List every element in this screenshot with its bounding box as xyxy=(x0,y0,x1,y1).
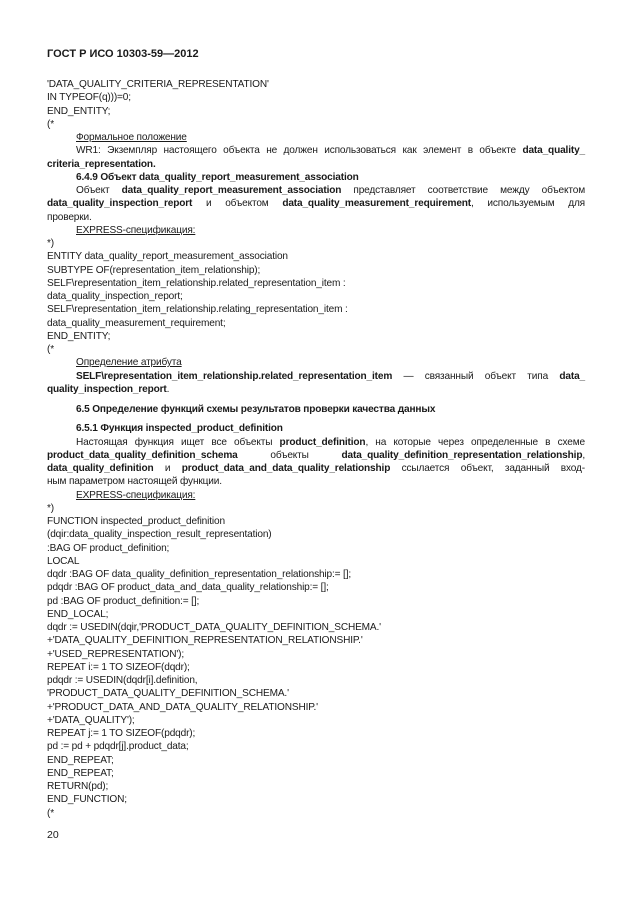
code-line: ENTITY data_quality_report_measurement_association xyxy=(47,251,288,263)
s651-paragraph-line: data_quality_definition и product_data_and_data_quality_relationship ссылается объект, заданный вход- xyxy=(47,463,585,474)
express-label: EXPRESS-спецификация: xyxy=(76,489,196,501)
code-line: END_LOCAL; xyxy=(47,608,109,620)
code-line: 'DATA_QUALITY_CRITERIA_REPRESENTATION' xyxy=(47,79,269,90)
code-line: :BAG OF product_definition; xyxy=(47,542,170,554)
code-line: pd := pd + pdqdr[j].product_data; xyxy=(47,741,189,753)
code-line: RETURN(pd); xyxy=(47,781,109,792)
code-line: REPEAT j:= 1 TO SIZEOF(pdqdr); xyxy=(47,728,196,739)
code-line: END_ENTITY; xyxy=(47,330,111,342)
code-line: END_FUNCTION; xyxy=(47,794,127,806)
page-number: 20 xyxy=(47,829,59,841)
code-line: (* xyxy=(47,344,54,355)
code-line: dqdr := USEDIN(dqir,'PRODUCT_DATA_QUALITY_DEFINITION_SCHEMA.' xyxy=(47,622,381,633)
code-line: 'PRODUCT_DATA_QUALITY_DEFINITION_SCHEMA.' xyxy=(47,688,289,700)
code-line: FUNCTION inspected_product_definition xyxy=(47,516,225,527)
attribute-heading: Определение атрибута xyxy=(76,357,182,369)
code-line: END_REPEAT; xyxy=(47,767,114,779)
document-header: ГОСТ Р ИСО 10303-59—2012 xyxy=(47,48,199,60)
code-line: (* xyxy=(47,118,54,130)
s651-paragraph-line: product_data_quality_definition_schema объекты data_quality_definition_representation_relationship, xyxy=(47,449,585,461)
code-line: +'DATA_QUALITY'); xyxy=(47,714,135,726)
code-line: +'DATA_QUALITY_DEFINITION_REPRESENTATION_RELATIONSHIP.' xyxy=(47,635,363,647)
s651-paragraph-line: ным параметром настоящей функции. xyxy=(47,476,222,488)
code-line: (dqir:data_quality_inspection_result_representation) xyxy=(47,529,272,541)
code-line: SUBTYPE OF(representation_item_relationship); xyxy=(47,264,261,276)
code-line: *) xyxy=(47,238,54,249)
code-line: SELF\representation_item_relationship.relating_representation_item : xyxy=(47,304,348,316)
s651-paragraph-line: Настоящая функция ищет все объекты product_definition, на которые через определенные в схеме xyxy=(76,436,585,448)
code-line: pdqdr := USEDIN(dqdr[i].definition, xyxy=(47,675,198,686)
code-line: LOCAL xyxy=(47,555,80,567)
code-line: dqdr :BAG OF data_quality_definition_representation_relationship:= []; xyxy=(47,569,352,580)
wr1-continuation: criteria_representation. xyxy=(47,158,156,170)
wr1-line: WR1: Экземпляр настоящего объекта не должен использоваться как элемент в объекте data_quality_ xyxy=(76,145,585,157)
document-page xyxy=(47,47,585,820)
section-6-5-title: 6.5 Определение функций схемы результатов проверки качества данных xyxy=(76,404,436,415)
code-line: END_ENTITY; xyxy=(47,105,111,117)
code-line: data_quality_inspection_report; xyxy=(47,291,183,302)
attribute-definition-continuation: quality_inspection_report. xyxy=(47,383,170,395)
code-line: data_quality_measurement_requirement; xyxy=(47,317,226,329)
code-line: pd :BAG OF product_definition:= []; xyxy=(47,595,200,607)
attribute-definition-line: SELF\representation_item_relationship.related_representation_item — связанный объект типа data_ xyxy=(76,370,585,382)
formal-heading: Формальное положение xyxy=(76,132,187,143)
code-line: *) xyxy=(47,502,54,514)
code-line: SELF\representation_item_relationship.related_representation_item : xyxy=(47,277,346,289)
code-line: +'PRODUCT_DATA_AND_DATA_QUALITY_RELATIONSHIP.' xyxy=(47,701,318,713)
express-label: EXPRESS-спецификация: xyxy=(76,224,196,236)
s649-paragraph-line: проверки. xyxy=(47,211,92,223)
s649-paragraph-line: Объект data_quality_report_measurement_association представляет соответствие между объектом xyxy=(76,185,585,196)
code-line: pdqdr :BAG OF product_data_and_data_quality_relationship:= []; xyxy=(47,582,329,594)
code-line: IN TYPEOF(q)))=0; xyxy=(47,92,131,104)
section-6-5-1-title: 6.5.1 Функция inspected_product_definition xyxy=(76,423,283,435)
s649-paragraph-line: data_quality_inspection_report и объектом data_quality_measurement_requirement, используемым для xyxy=(47,198,585,210)
section-6-4-9-title: 6.4.9 Объект data_quality_report_measurement_association xyxy=(76,171,359,183)
code-line: REPEAT i:= 1 TO SIZEOF(dqdr); xyxy=(47,661,190,673)
code-line: (* xyxy=(47,807,54,819)
code-line: +'USED_REPRESENTATION'); xyxy=(47,648,185,660)
code-line: END_REPEAT; xyxy=(47,754,114,766)
